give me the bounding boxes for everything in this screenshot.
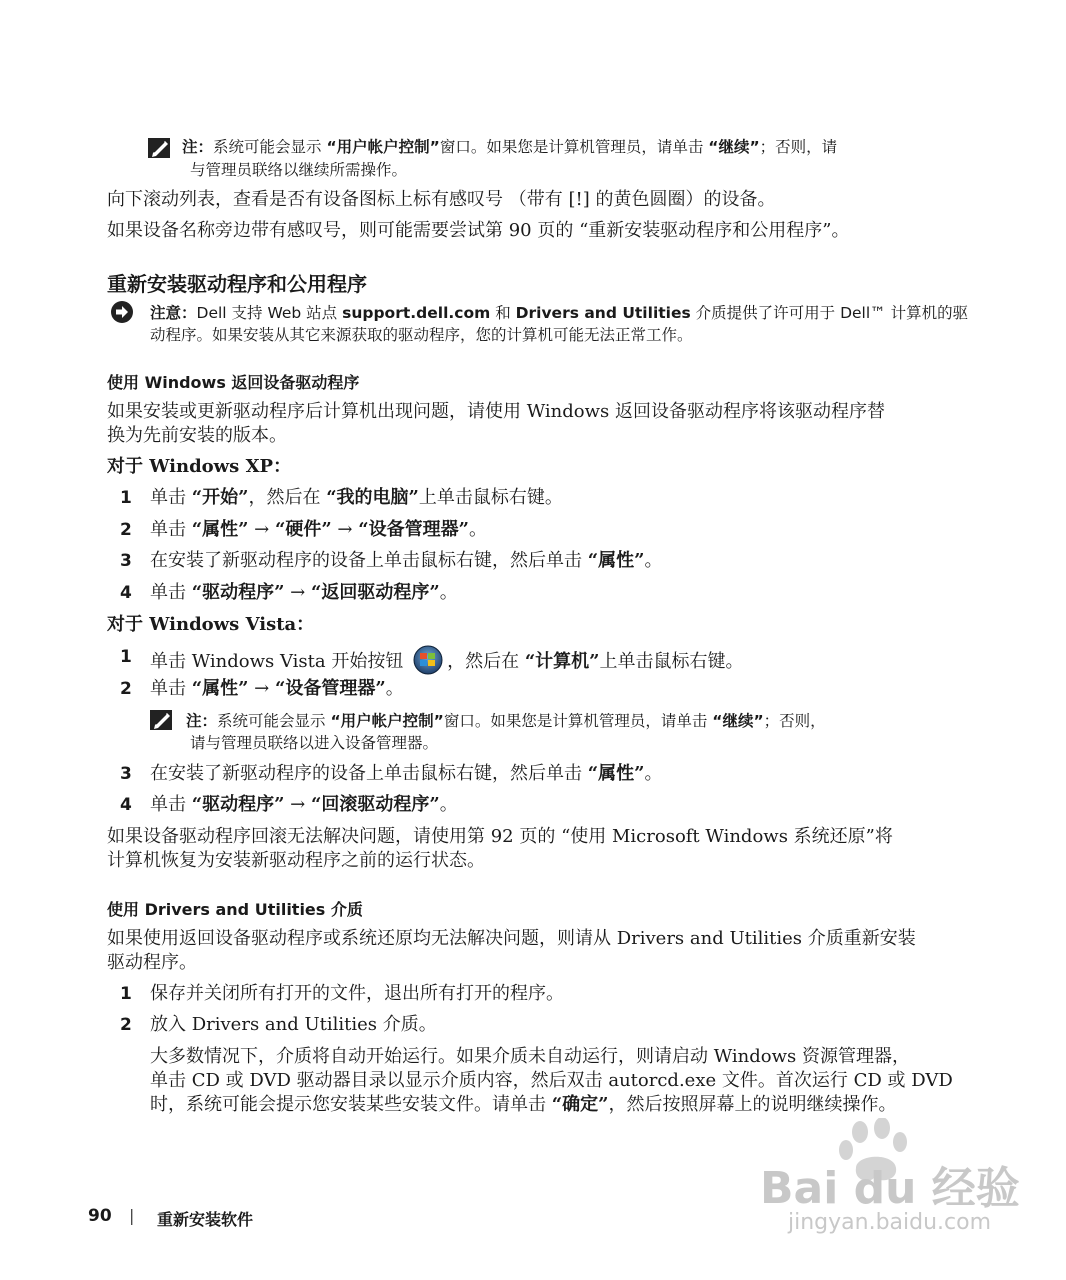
pencil-note-icon: [148, 136, 174, 160]
step-detail: 大多数情况下，介质将自动开始运行。如果介质未自动运行，则请启动 Windows 资源管理器，: [150, 1046, 910, 1067]
paragraph: 如果安装或更新驱动程序后计算机出现问题，请使用 Windows 返回设备驱动程序将该驱动程序替: [107, 401, 885, 422]
step-text: 单击 “属性” → “设备管理器”。: [150, 678, 404, 699]
notice-line-1: 注意：Dell 支持 Web 站点 support.dell.com 和 Drivers and Utilities 介质提供了许可用于 Dell™ 计算机的驱: [150, 304, 969, 322]
paragraph: 如果使用返回设备驱动程序或系统还原均无法解决问题，则请从 Drivers and Utilities 介质重新安装: [107, 928, 916, 949]
paragraph: 计算机恢复为安装新驱动程序之前的运行状态。: [107, 850, 485, 871]
notice-label: 注意：: [150, 304, 197, 322]
step-number: 2: [120, 679, 132, 699]
watermark-url: jingyan.baidu.com: [788, 1210, 992, 1235]
step-text: 单击 “属性” → “硬件” → “设备管理器”。: [150, 519, 487, 540]
step-number: 1: [120, 984, 132, 1004]
paragraph: 换为先前安装的版本。: [107, 425, 287, 446]
step-text: 在安装了新驱动程序的设备上单击鼠标右键，然后单击 “属性”。: [150, 763, 663, 784]
step-detail: 单击 CD 或 DVD 驱动器目录以显示介质内容，然后双击 autorcd.exe 文件。首次运行 CD 或 DVD: [150, 1070, 953, 1091]
note-line-2: 与管理员联络以继续所需操作。: [190, 161, 408, 179]
page-number: 90: [88, 1206, 112, 1226]
step-text: 在安装了新驱动程序的设备上单击鼠标右键，然后单击 “属性”。: [150, 550, 663, 571]
step-text: 单击 “开始”，然后在 “我的电脑”上单击鼠标右键。: [150, 487, 563, 508]
subsection-heading: 使用 Drivers and Utilities 介质: [107, 900, 363, 919]
step-text: 单击 “驱动程序” → “返回驱动程序”。: [150, 582, 458, 603]
pencil-note-icon: [150, 708, 176, 732]
paragraph: 如果设备名称旁边带有感叹号，则可能需要尝试第 90 页的 “重新安装驱动程序和公用程序”。: [107, 220, 850, 241]
note-label: 注：: [182, 138, 214, 156]
step-number: 4: [120, 583, 132, 603]
note-line-1: 注：系统可能会显示 “用户帐户控制”窗口。如果您是计算机管理员，请单击 “继续”；否则，: [186, 712, 826, 730]
footer-separator: |: [129, 1206, 135, 1225]
note-line-2: 请与管理员联络以进入设备管理器。: [190, 734, 439, 752]
step-number: 3: [120, 764, 132, 784]
step-number: 1: [120, 488, 132, 508]
step-number: 2: [120, 520, 132, 540]
step-text: 单击 “驱动程序” → “回滚驱动程序”。: [150, 794, 458, 815]
watermark-brand: Bai du 经验: [760, 1163, 1020, 1214]
step-number: 1: [120, 647, 132, 667]
paragraph: 向下滚动列表，查看是否有设备图标上标有感叹号 （带有 [!] 的黄色圆圈）的设备。: [107, 189, 776, 210]
vista-label: 对于 Windows Vista：: [107, 614, 315, 635]
step-number: 3: [120, 551, 132, 571]
step-text: 单击 Windows Vista 开始按钮 ，然后在 “计算机”上单击鼠标右键。: [150, 645, 744, 675]
windows-start-button-icon: [411, 645, 445, 675]
xp-label: 对于 Windows XP：: [107, 456, 292, 477]
note-line-1: 注：系统可能会显示 “用户帐户控制”窗口。如果您是计算机管理员，请单击 “继续”；否则，请: [182, 138, 838, 156]
step-detail: 时，系统可能会提示您安装某些安装文件。请单击 “确定”，然后按照屏幕上的说明继续操作。: [150, 1094, 897, 1115]
section-heading: 重新安装驱动程序和公用程序: [107, 272, 367, 296]
step-number: 2: [120, 1015, 132, 1035]
notice-line-2: 动程序。如果安装从其它来源获取的驱动程序，您的计算机可能无法正常工作。: [150, 326, 693, 344]
step-text: 保存并关闭所有打开的文件，退出所有打开的程序。: [150, 983, 564, 1004]
subsection-heading: 使用 Windows 返回设备驱动程序: [107, 373, 360, 392]
paragraph: 如果设备驱动程序回滚无法解决问题，请使用第 92 页的 “使用 Microsoft Windows 系统还原”将: [107, 826, 893, 847]
footer-title: 重新安装软件: [157, 1210, 254, 1229]
step-number: 4: [120, 795, 132, 815]
step-text: 放入 Drivers and Utilities 介质。: [150, 1014, 437, 1035]
note-label: 注：: [186, 712, 218, 730]
notice-arrow-icon: [110, 300, 134, 324]
paragraph: 驱动程序。: [107, 952, 197, 973]
